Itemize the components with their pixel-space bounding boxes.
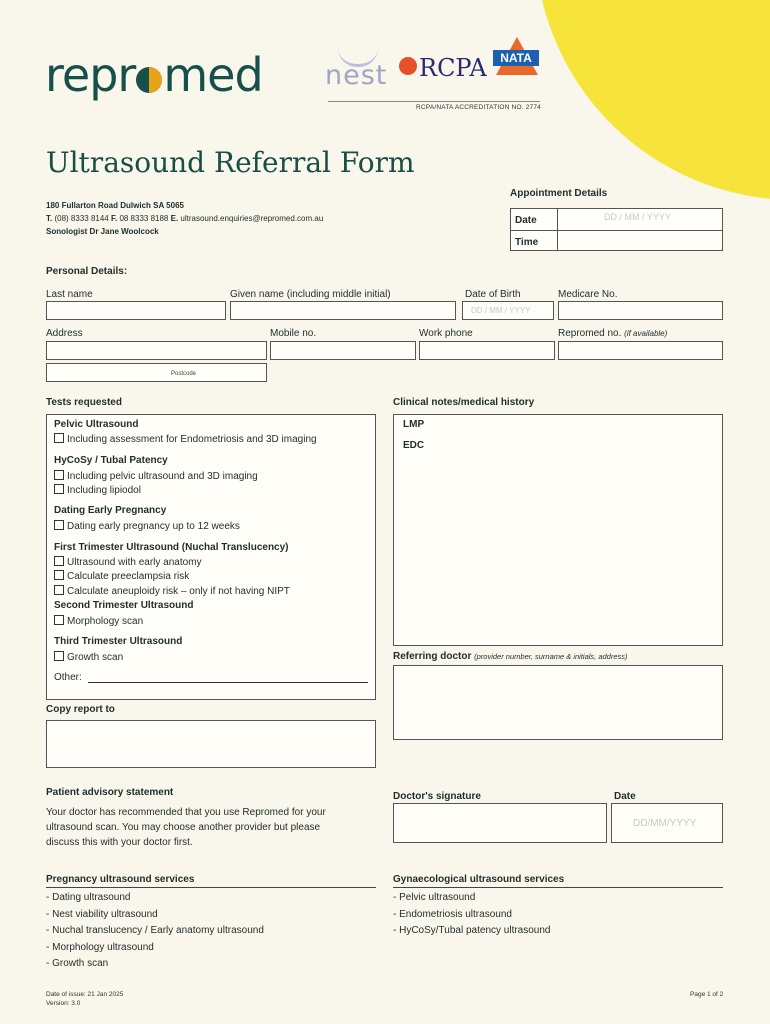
checkbox[interactable]: [54, 556, 64, 566]
contact-address: 180 Fullarton Road Dulwich SA 5065: [46, 201, 184, 210]
dob-label: Date of Birth: [465, 289, 521, 300]
work-phone-label: Work phone: [419, 328, 473, 339]
test-option[interactable]: Growth scan: [54, 651, 123, 663]
clinical-heading: Clinical notes/medical history: [393, 397, 535, 408]
appointment-time-input[interactable]: [557, 230, 722, 250]
list-item: - HyCoSy/Tubal patency ultrasound: [393, 925, 551, 936]
work-phone-input[interactable]: [419, 341, 555, 360]
repromed-logo: repr med: [45, 48, 263, 102]
test-section-title: Second Trimester Ultrasound: [54, 600, 194, 611]
test-option[interactable]: Including assessment for Endometriosis and 3D imaging: [54, 433, 317, 445]
postcode-label: Postcode: [171, 371, 197, 377]
divider: [393, 887, 723, 888]
page-title: Ultrasound Referral Form: [46, 146, 415, 179]
signature-date-input[interactable]: [611, 803, 723, 843]
appointment-heading: Appointment Details: [510, 188, 608, 199]
nata-logo: NATA: [493, 50, 539, 66]
test-option[interactable]: Including pelvic ultrasound and 3D imaging: [54, 470, 258, 482]
checkbox[interactable]: [54, 470, 64, 480]
contact-block: [46, 199, 323, 238]
divider: [46, 887, 376, 888]
test-section-title: HyCoSy / Tubal Patency: [54, 455, 168, 466]
header-divider: [328, 101, 540, 102]
signature-date-label: Date: [614, 791, 636, 802]
advisory-heading: Patient advisory statement: [46, 787, 174, 798]
repromed-no-input[interactable]: [558, 341, 723, 360]
checkbox[interactable]: [54, 570, 64, 580]
copy-report-input[interactable]: [46, 720, 376, 768]
medicare-input[interactable]: [558, 301, 723, 320]
last-name-input[interactable]: [46, 301, 226, 320]
rcpa-logo: RCPA: [419, 54, 487, 82]
address-input[interactable]: [46, 341, 267, 360]
dob-placeholder: DD / MM / YYYY: [471, 306, 531, 315]
checkbox[interactable]: [54, 433, 64, 443]
decorative-sun-circle: [535, 0, 770, 200]
gynae-services-list: [393, 890, 551, 940]
checkbox[interactable]: [54, 615, 64, 625]
list-item: - Growth scan: [46, 958, 109, 969]
test-other-label: Other:: [54, 672, 82, 683]
checkbox[interactable]: [54, 520, 64, 530]
contact-sonologist: Sonologist Dr Jane Woolcock: [46, 227, 159, 236]
test-section-title: Pelvic Ultrasound: [54, 419, 139, 430]
list-item: - Nest viability ultrasound: [46, 908, 158, 920]
test-section-title: Third Trimester Ultrasound: [54, 636, 183, 647]
footer-meta: [46, 990, 123, 1008]
mobile-label: Mobile no.: [270, 328, 317, 339]
last-name-label: Last name: [46, 289, 93, 300]
list-item: - Nuchal translucency / Early anatomy ultrasound: [46, 925, 264, 936]
list-item: - Dating ultrasound: [46, 892, 131, 903]
signature-input[interactable]: [393, 803, 607, 843]
footer-issue-date: Date of issue: 21 Jan 2025: [46, 991, 124, 998]
postcode-input[interactable]: [46, 363, 267, 382]
gynae-services-heading: Gynaecological ultrasound services: [393, 874, 565, 885]
accreditation-number: RCPA/NATA ACCREDITATION NO. 2774: [416, 104, 541, 111]
signature-date-placeholder: DD/MM/YYYY: [633, 818, 697, 829]
dob-input[interactable]: [462, 301, 554, 320]
appointment-date-input[interactable]: DD / MM / YYYY: [604, 212, 671, 222]
test-option[interactable]: Calculate preeclampsia risk: [54, 570, 189, 582]
list-item: - Morphology ultrasound: [46, 941, 154, 953]
test-option[interactable]: Calculate aneuploidy risk – only if not having NIPT: [54, 585, 290, 597]
test-option[interactable]: Dating early pregnancy up to 12 weeks: [54, 520, 240, 532]
page-number: Page 1 of 2: [690, 991, 724, 998]
given-name-label: Given name (including middle initial): [230, 289, 391, 300]
pregnancy-services-list: [46, 890, 264, 973]
signature-heading: Doctor's signature: [393, 791, 481, 802]
test-section-title: Dating Early Pregnancy: [54, 505, 167, 516]
medicare-label: Medicare No.: [558, 289, 618, 300]
contact-phones: T. (08) 8333 8144 F. 08 8333 8188 E. ultrasound.enquiries@repromed.com.au: [46, 214, 324, 223]
nest-logo: nest: [325, 60, 388, 91]
checkbox[interactable]: [54, 484, 64, 494]
appointment-time-label: Time: [515, 237, 539, 248]
edc-label: EDC: [403, 440, 425, 451]
lmp-label: LMP: [403, 419, 425, 430]
address-label: Address: [46, 328, 83, 339]
tests-heading: Tests requested: [46, 397, 122, 408]
footer-version: Version: 3.0: [46, 1000, 81, 1007]
mobile-input[interactable]: [270, 341, 416, 360]
checkbox[interactable]: [54, 585, 64, 595]
repromed-no-label: Repromed no. (if available): [558, 328, 668, 339]
test-option[interactable]: Including lipiodol: [54, 484, 141, 496]
referring-doctor-input[interactable]: [393, 665, 723, 740]
pregnancy-services-heading: Pregnancy ultrasound services: [46, 874, 195, 885]
referring-heading: Referring doctor (provider number, surname & initials, address): [393, 651, 628, 662]
appointment-date-label: Date: [515, 215, 537, 226]
test-option[interactable]: Ultrasound with early anatomy: [54, 556, 202, 568]
list-item: - Endometriosis ultrasound: [393, 908, 512, 920]
clinical-notes-input[interactable]: [393, 414, 723, 646]
list-item: - Pelvic ultrasound: [393, 892, 476, 903]
test-other-input[interactable]: [88, 681, 368, 683]
test-option[interactable]: Morphology scan: [54, 615, 143, 627]
checkbox[interactable]: [54, 651, 64, 661]
copy-report-heading: Copy report to: [46, 704, 115, 715]
advisory-text: Your doctor has recommended that you use Repromed for your ultrasound scan. You may choose another provider but please discuss this with your doctor first.: [46, 807, 326, 848]
given-name-input[interactable]: [230, 301, 456, 320]
personal-heading: Personal Details:: [46, 266, 128, 277]
test-section-title: First Trimester Ultrasound (Nuchal Translucency): [54, 542, 289, 553]
